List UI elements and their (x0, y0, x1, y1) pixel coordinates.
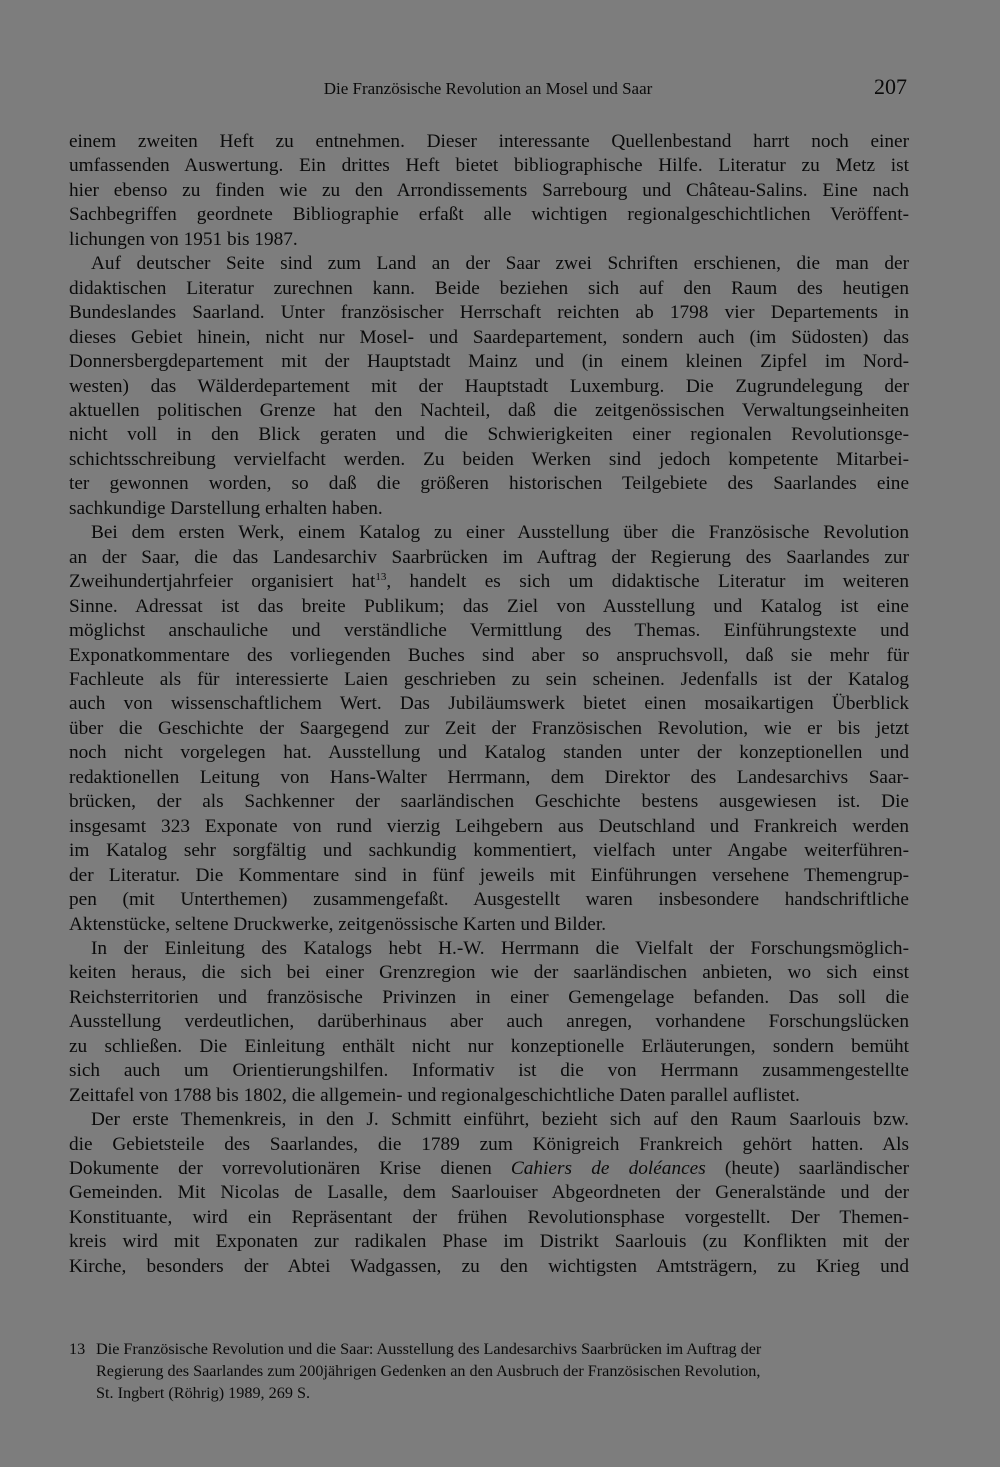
text-line: Sinne. Adressat ist das breite Publikum; das Ziel von Ausstellung und Katalog ist eine (69, 595, 909, 617)
paragraph (69, 521, 909, 937)
text-line: Gemeinden. Mit Nicolas de Lasalle, dem Saarlouiser Abgeordneten der Generalstände und der (69, 1182, 909, 1204)
text-line: brücken, der als Sachkenner der saarländischen Geschichte bestens ausgewiesen ist. Die (69, 791, 909, 813)
footnote-text (96, 1338, 909, 1404)
text-line: Kirche, besonders der Abtei Wadgassen, zu den wichtigsten Amtsträgern, zu Krieg und (69, 1255, 909, 1277)
text-line: insgesamt 323 Exponate von rund vierzig Leihgebern aus Deutschland und Frankreich werden (69, 815, 909, 837)
running-header (69, 74, 907, 104)
footnote-marker[interactable]: 13 (375, 571, 387, 584)
text-line: sich auch um Orientierungshilfen. Informativ ist die von Herrmann zusammengestellte (69, 1060, 909, 1082)
text-line: lichungen von 1951 bis 1987. (69, 228, 298, 250)
text-line: In der Einleitung des Katalogs hebt H.-W. Herrmann die Vielfalt der Forschungsmöglich- (91, 937, 909, 959)
text-line: Ausstellung verdeutlichen, darüberhinaus aber auch anregen, vorhandene Forschungslücken (69, 1011, 909, 1033)
footnote (69, 1338, 909, 1404)
running-title: Die Französische Revolution an Mosel und Saar (323, 79, 653, 98)
paragraph (69, 937, 909, 1108)
text-line: über die Geschichte der Saargegend zur Zeit der Französischen Revolution, wie er bis jetzt (69, 717, 909, 739)
text-line: die Gebietsteile des Saarlandes, die 1789 zum Königreich Frankreich gehört hatten. Als (69, 1133, 909, 1155)
text-line: sachkundige Darstellung erhalten haben. (69, 497, 383, 519)
text-line: an der Saar, die das Landesarchiv Saarbrücken im Auftrag der Regierung des Saarlandes zur (69, 546, 909, 568)
text-line: Der erste Themenkreis, in den J. Schmitt einführt, bezieht sich auf den Raum Saarlouis bzw. (91, 1109, 909, 1131)
text-line: Auf deutscher Seite sind zum Land an der Saar zwei Schriften erschienen, die man der (91, 253, 909, 275)
text-line: Konstituante, wird ein Repräsentant der frühen Revolutionsphase vorgestellt. Der Themen- (69, 1206, 909, 1228)
footnote-line: Regierung des Saarlandes zum 200jährigen Gedenken an den Ausbruch der Französischen Revolution, (96, 1362, 761, 1380)
text-line: hier ebenso zu finden wie zu den Arrondissements Sarrebourg und Château-Salins. Eine nach (69, 179, 909, 201)
text-line: aktuellen politischen Grenze hat den Nachteil, daß die zeitgenössischen Verwaltungseinheiten (69, 399, 909, 421)
paragraph (69, 1108, 909, 1279)
text-line: Bundeslandes Saarland. Unter französischer Herrschaft reichten ab 1798 vier Departements in (69, 302, 909, 324)
text-line: redaktionellen Leitung von Hans-Walter Herrmann, dem Direktor des Landesarchivs Saar- (69, 766, 909, 788)
footnote-number: 13 (69, 1340, 86, 1358)
text-line: Zeittafel von 1788 bis 1802, die allgemein- und regionalgeschichtliche Daten parallel auflistet. (69, 1084, 800, 1106)
text-line: Bei dem ersten Werk, einem Katalog zu einer Ausstellung über die Französische Revolution (91, 522, 909, 544)
text-line: Aktenstücke, seltene Druckwerke, zeitgenössische Karten und Bilder. (69, 913, 607, 935)
text-line: umfassenden Auswertung. Ein drittes Heft bietet bibliographische Hilfe. Literatur zu Metz ist (69, 155, 909, 177)
text-line: schichtsschreibung vervielfacht werden. Zu beiden Werken sind jedoch kompetente Mitarbei- (69, 448, 909, 470)
text-line: ter gewonnen worden, so daß die größeren historischen Teilgebiete des Saarlandes eine (69, 473, 909, 495)
body-text (69, 130, 909, 1279)
text-line: pen (mit Unterthemen) zusammengefaßt. Ausgestellt waren insbesondere handschriftliche (69, 889, 909, 911)
text-line: Fachleute als für interessierte Laien geschrieben zu sein scheinen. Jedenfalls ist der Katalog (69, 668, 909, 690)
text-line: Exponatkommentare des vorliegenden Buches sind aber so anspruchsvoll, daß sie mehr für (69, 644, 909, 666)
text-line: einem zweiten Heft zu entnehmen. Dieser interessante Quellenbestand harrt noch einer (69, 131, 909, 152)
text-line: nicht voll in den Blick geraten und die Schwierigkeiten einer regionalen Revolutionsge- (69, 424, 909, 446)
text-line: auch von wissenschaftlichem Wert. Das Jubiläumswerk bietet einen mosaikartigen Überblick (69, 693, 909, 715)
text-line: didaktischen Literatur zurechnen kann. Beide beziehen sich auf den Raum des heutigen (69, 277, 909, 299)
footnote-line: Die Französische Revolution und die Saar: Ausstellung des Landesarchivs Saarbrücken im Auftrag der (96, 1340, 762, 1358)
page-number: 207 (874, 74, 907, 99)
text-line: im Katalog sehr sorgfältig und sachkundig kommentiert, vielfach unter Angabe weiterführen- (69, 840, 909, 862)
text-line: Zweihundertjahrfeier organisiert hat$^{13}$, handelt es sich um didaktische Literatur im weiteren (69, 571, 909, 593)
text-line: westen) das Wälderdepartement mit der Hauptstadt Luxemburg. Die Zugrundelegung der (69, 375, 909, 397)
text-line: möglichst anschauliche und verständliche Vermittlung des Themas. Einführungstexte und (69, 620, 909, 642)
text-line: keiten heraus, die sich bei einer Grenzregion wie der saarländischen anbieten, wo sich einst (69, 962, 909, 984)
text-line: Reichsterritorien und französische Privinzen in einer Gemengelage befanden. Das soll die (69, 986, 909, 1008)
text-line: kreis wird mit Exponaten zur radikalen Phase im Distrikt Saarlouis (zu Konflikten mit der (69, 1231, 909, 1253)
text-line: zu schließen. Die Einleitung enthält nicht nur konzeptionelle Erläuterungen, sondern bemüht (69, 1035, 909, 1057)
text-line: der Literatur. Die Kommentare sind in fünf jeweils mit Einführungen versehene Themengrup- (69, 864, 909, 886)
paragraph (69, 130, 909, 252)
text-line: Donnersbergdepartement mit der Hauptstadt Mainz und (in einem kleinen Zipfel im Nord- (69, 351, 909, 373)
paragraph (69, 252, 909, 521)
text-line: Dokumente der vorrevolutionären Krise dienen Cahiers de doléances (heute) saarländischer (69, 1158, 909, 1180)
text-line: noch nicht vorgelegen hat. Ausstellung und Katalog standen unter der konzeptionellen und (69, 742, 909, 764)
text-line: Sachbegriffen geordnete Bibliographie erfaßt alle wichtigen regionalgeschichtlichen Veröffent- (69, 204, 909, 226)
text-line: dieses Gebiet hinein, nicht nur Mosel- und Saardepartement, sondern auch (im Südosten) das (69, 326, 909, 348)
footnote-line: St. Ingbert (Röhrig) 1989, 269 S. (96, 1384, 311, 1402)
